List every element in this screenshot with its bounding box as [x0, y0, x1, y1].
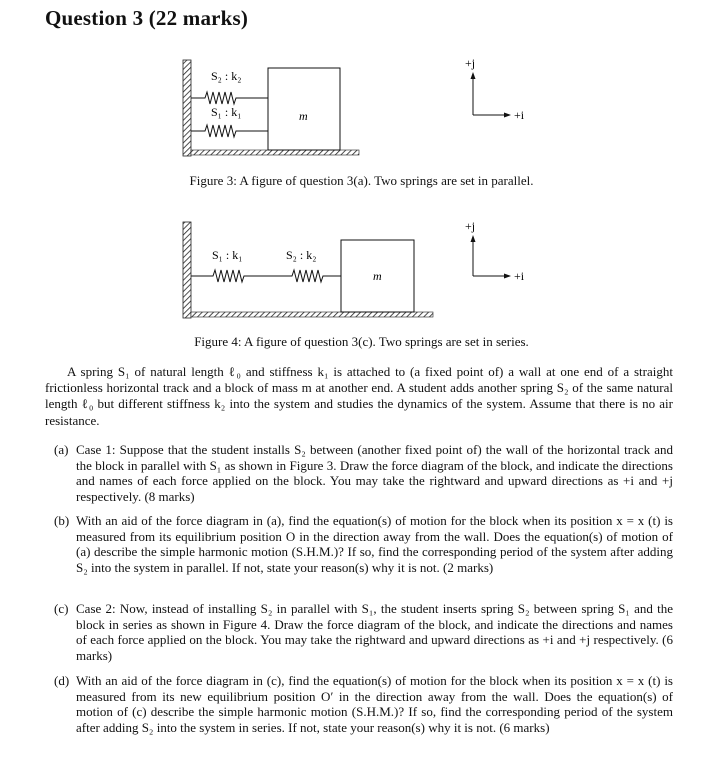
axis-j-label: +j — [465, 56, 476, 70]
part-a — [55, 442, 673, 504]
spring-top-label: S₂ : k₂ — [211, 69, 242, 83]
axis-j-label: +j — [465, 219, 476, 233]
part-text: With an aid of the force diagram in (c), find the equation(s) of motion for the block when its position x = x (t) is measured from its new equilibrium position O′ in the direction away from the wall. Does the equation(s) of motion of (c) describe the simple harmonic motion (S.H.M.)? If so, find the corresponding period of the system after adding S₂ into the system in series. If not, state your reason(s) why it is not. (6 marks) — [76, 673, 673, 735]
axis-i-label: +i — [514, 108, 525, 122]
spring-s2 — [286, 270, 341, 282]
part-b — [55, 513, 673, 575]
figure-3-diagram — [0, 54, 723, 224]
floor — [191, 150, 359, 155]
spring-left-label: S₁ : k₁ — [212, 248, 243, 262]
spring-right-label: S₂ : k₂ — [286, 248, 317, 262]
question-heading: Question 3 (22 marks) — [45, 6, 249, 30]
part-text: Case 1: Suppose that the student installs S₂ between (another fixed point of) the wall of the horizontal track and the block in parallel with S₁ as shown in Figure 3. Draw the force diagram of the block, and indicate the directions and names of each force applied on the block. You may take the rightward and upward directions as +i and +j respectively. (8 marks) — [76, 442, 673, 504]
part-label: (d) — [54, 673, 70, 688]
part-text: With an aid of the force diagram in (a), find the equation(s) of motion for the block when its position x = x (t) is measured from its equilibrium position O in the direction away from the wall. Does the equation(s) of motion of (a) describe the simple harmonic motion (S.H.M.)? If so, find the corresponding period of the system after adding S₂ into the system in parallel. If not, state your reason(s) why it is not. (2 marks) — [76, 513, 673, 575]
spring-s1 — [191, 270, 286, 282]
wall — [183, 60, 191, 156]
axis-i-label: +i — [514, 269, 525, 283]
figure-4-caption: Figure 4: A figure of question 3(c). Two springs are set in series. — [194, 334, 529, 349]
intro-paragraph: A spring S₁ of natural length ℓ₀ and stiffness k₁ is attached to (a fixed point of) a wall at one end of a straight frictionless horizontal track and a block of mass m at another end. A student adds another spring S₂ of the same natural length ℓ₀ but different stiffness k₂ into the system and studies the dynamics of the system. Assume that there is no air resistance. — [45, 364, 673, 428]
mass-label: m — [373, 269, 382, 283]
floor — [191, 312, 433, 317]
figure-3-caption: Figure 3: A figure of question 3(a). Two springs are set in parallel. — [189, 173, 534, 188]
wall — [183, 222, 191, 318]
part-label: (a) — [54, 442, 69, 457]
figure-4-diagram — [0, 214, 723, 326]
spring-bottom-label: S₁ : k₁ — [211, 105, 242, 119]
spring-s1 — [191, 125, 268, 137]
mass-label: m — [299, 109, 308, 123]
part-text: Case 2: Now, instead of installing S₂ in parallel with S₁, the student inserts spring S₂ between spring S₁ and the block in series as shown in Figure 4. Draw the force diagram of the block, and indicate the directions and names of each force applied on the block. You may take the rightward and upward directions as +i and +j respectively. (6 marks) — [76, 601, 673, 663]
part-label: (c) — [54, 601, 69, 616]
spring-s2 — [191, 92, 268, 104]
part-c — [55, 601, 673, 663]
part-d — [55, 673, 673, 735]
part-label: (b) — [54, 513, 70, 528]
